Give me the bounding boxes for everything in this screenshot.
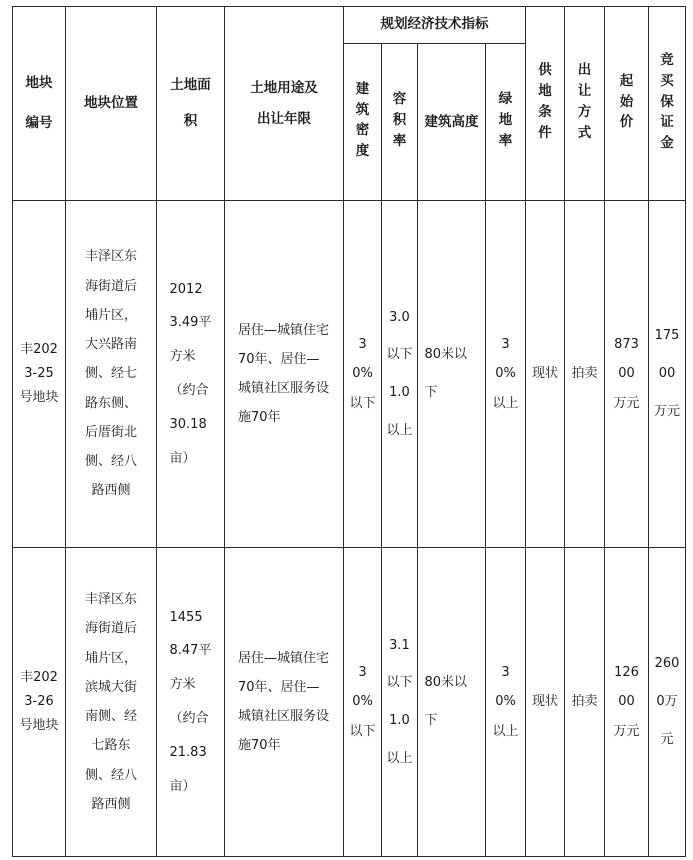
cell-location: 丰泽区东海街道后埔片区，滨城大街南侧、经七路东侧、经八路西侧 [66,548,157,857]
cell-starting-price: 87300万元 [605,201,649,548]
header-parcel-no: 地块编号 [13,7,66,201]
cell-parcel-no: 丰2023-25号地块 [13,201,66,548]
header-row-top [13,7,686,44]
cell-location: 丰泽区东海街道后埔片区，大兴路南侧、经七路东侧、后厝街北侧、经八路西侧 [66,201,157,548]
header-usage: 土地用途及出让年限 [225,7,344,201]
cell-green-ratio: 30%以上 [486,548,526,857]
cell-transfer-method: 拍卖 [565,548,605,857]
cell-area: 14558.47平方米（约合21.83亩） [157,548,225,857]
cell-usage: 居住—城镇住宅70年、居住—城镇社区服务设施70年 [225,201,344,548]
header-starting-price: 起始价 [605,7,649,201]
header-plot-ratio: 容积率 [382,44,418,201]
cell-building-height: 80米以下 [418,201,486,548]
cell-building-density: 30%以下 [344,548,382,857]
header-deposit: 竞买保证金 [649,7,686,201]
cell-starting-price: 12600万元 [605,548,649,857]
land-parcel-table [12,6,686,857]
cell-plot-ratio: 3.1以下1.0以上 [382,548,418,857]
cell-building-density: 30%以下 [344,201,382,548]
cell-usage: 居住—城镇住宅70年、居住—城镇社区服务设施70年 [225,548,344,857]
cell-area: 20123.49平方米（约合30.18亩） [157,201,225,548]
header-planning-group: 规划经济技术指标 [344,7,526,44]
header-transfer-method: 出让方式 [565,7,605,201]
header-building-density: 建筑密度 [344,44,382,201]
header-building-height: 建筑高度 [418,44,486,201]
header-location: 地块位置 [66,7,157,201]
header-supply-condition: 供地条件 [526,7,565,201]
header-area: 土地面积 [157,7,225,201]
cell-parcel-no: 丰2023-26号地块 [13,548,66,857]
table-row [13,548,686,857]
cell-deposit: 17500万元 [649,201,686,548]
cell-supply-condition: 现状 [526,201,565,548]
cell-supply-condition: 现状 [526,548,565,857]
cell-transfer-method: 拍卖 [565,201,605,548]
cell-deposit: 2600万元 [649,548,686,857]
header-green-ratio: 绿地率 [486,44,526,201]
cell-plot-ratio: 3.0以下1.0以上 [382,201,418,548]
cell-building-height: 80米以下 [418,548,486,857]
cell-green-ratio: 30%以上 [486,201,526,548]
table-row [13,201,686,548]
